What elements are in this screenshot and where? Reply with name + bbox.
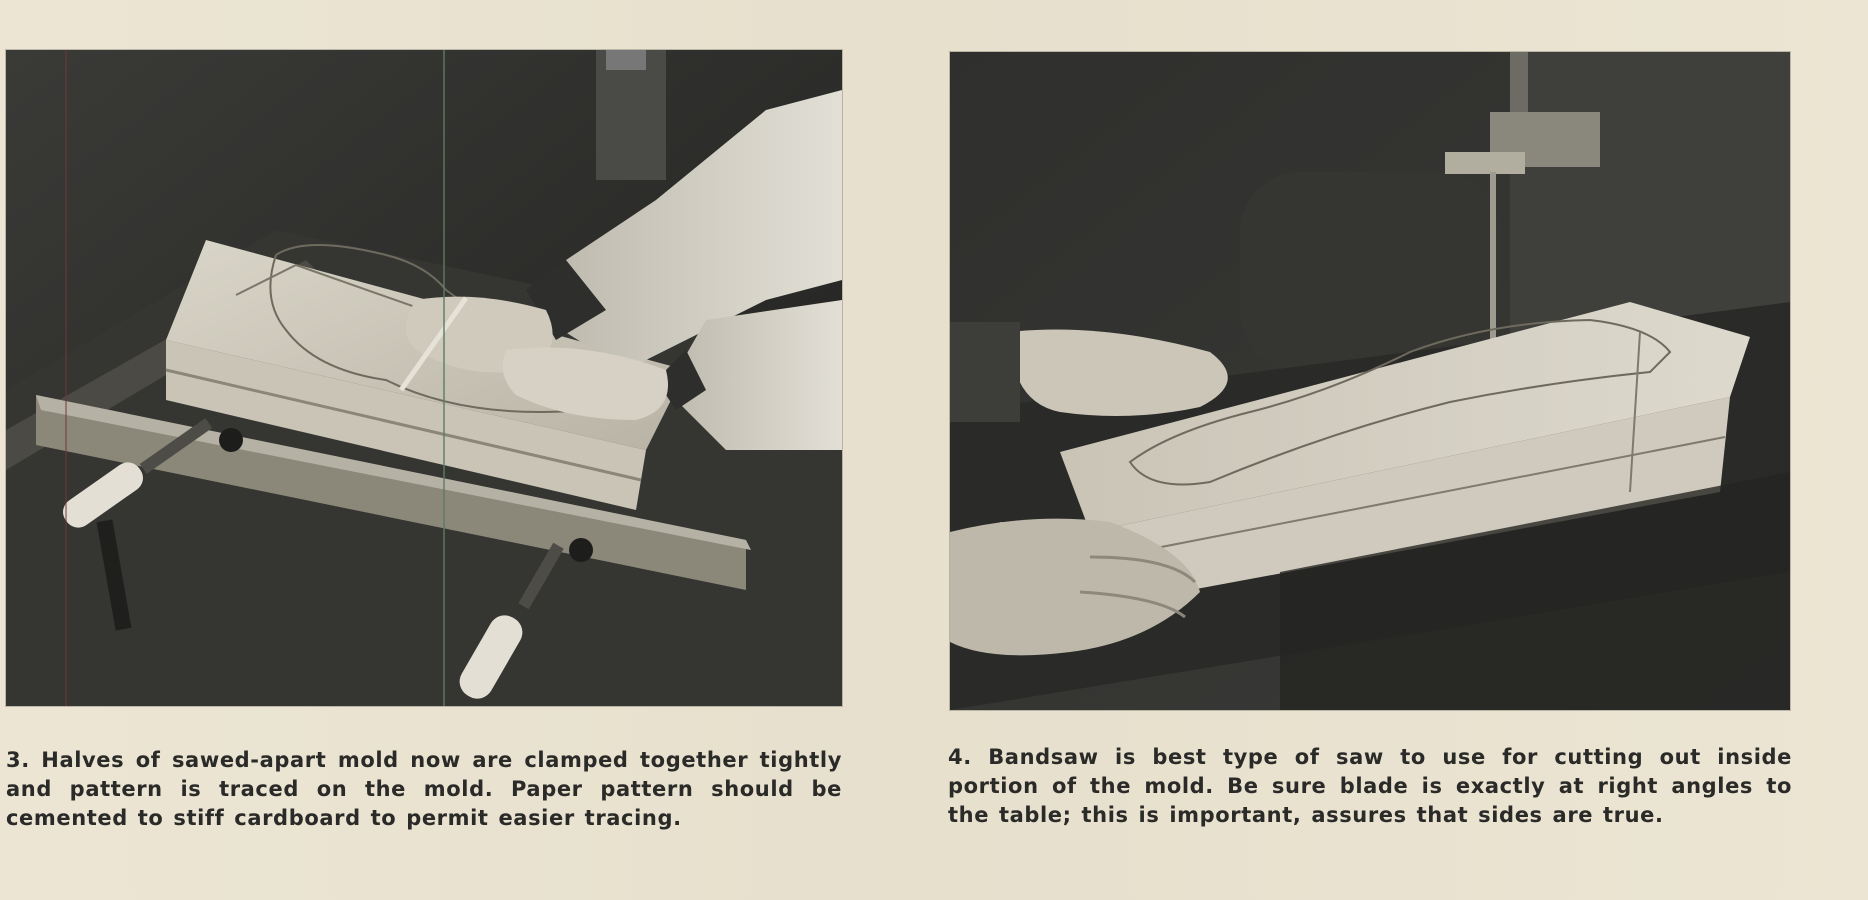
figure-4-caption: 4. Bandsaw is best type of saw to use for cutting out inside portion of the mold. Be sure blade is exactly at right angles to the table; this is important, assures that sides are true. <box>948 745 1792 827</box>
photo-bandsaw-cutting-mold <box>950 52 1790 710</box>
photo-3-illustration <box>6 50 842 706</box>
photo-4-illustration <box>950 52 1790 710</box>
figure-3-caption: 3. Halves of sawed-apart mold now are clamped together tightly and pattern is traced on the mold. Paper pattern should be cemented to stiff cardboard to permit easier tracing. <box>6 748 842 830</box>
photo-tracing-pattern-on-clamped-mold <box>6 50 842 706</box>
